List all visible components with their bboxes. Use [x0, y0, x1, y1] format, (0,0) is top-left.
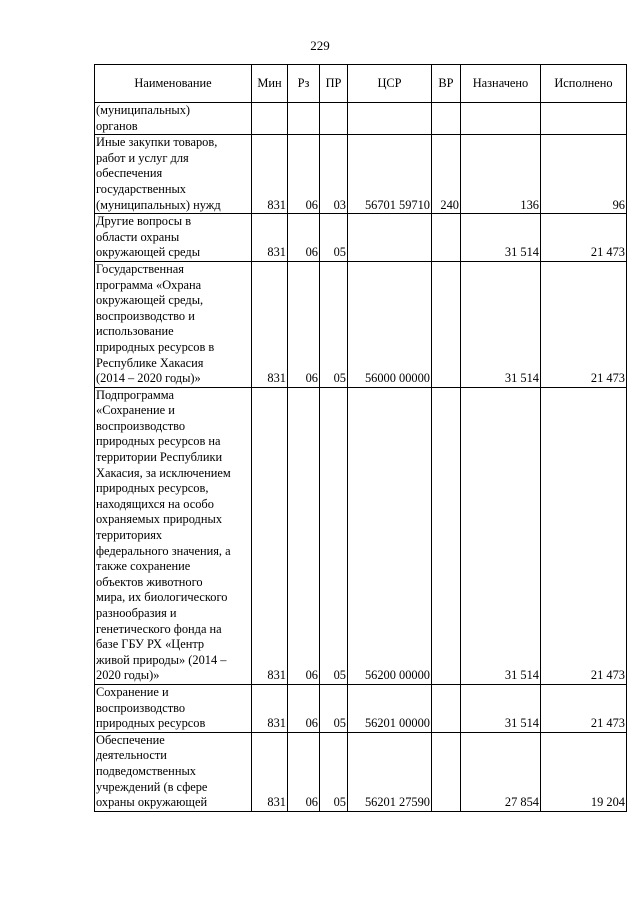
cell-min: 831 — [252, 261, 288, 387]
cell-assigned: 136 — [461, 135, 541, 214]
cell-csr: 56201 00000 — [348, 684, 432, 732]
cell-pr: 03 — [320, 135, 348, 214]
cell-vr — [432, 684, 461, 732]
cell-csr — [348, 103, 432, 135]
cell-csr — [348, 214, 432, 262]
header-pr: ПР — [320, 65, 348, 103]
table-row — [95, 387, 627, 684]
header-vr: ВР — [432, 65, 461, 103]
cell-vr — [432, 214, 461, 262]
cell-min — [252, 103, 288, 135]
budget-table — [94, 64, 627, 812]
cell-min: 831 — [252, 684, 288, 732]
cell-executed: 19 204 — [541, 732, 627, 811]
cell-rz — [288, 103, 320, 135]
cell-executed: 21 473 — [541, 387, 627, 684]
cell-vr — [432, 732, 461, 811]
cell-assigned: 27 854 — [461, 732, 541, 811]
table-body — [95, 103, 627, 812]
cell-rz: 06 — [288, 261, 320, 387]
table-row — [95, 684, 627, 732]
cell-pr: 05 — [320, 214, 348, 262]
cell-assigned: 31 514 — [461, 684, 541, 732]
header-assigned: Назначено — [461, 65, 541, 103]
cell-executed: 21 473 — [541, 214, 627, 262]
cell-pr — [320, 103, 348, 135]
cell-pr: 05 — [320, 261, 348, 387]
cell-rz: 06 — [288, 387, 320, 684]
cell-rz: 06 — [288, 214, 320, 262]
cell-csr: 56200 00000 — [348, 387, 432, 684]
cell-min: 831 — [252, 135, 288, 214]
cell-min: 831 — [252, 214, 288, 262]
table-row — [95, 214, 627, 262]
cell-pr: 05 — [320, 684, 348, 732]
cell-vr — [432, 103, 461, 135]
cell-pr: 05 — [320, 732, 348, 811]
table-row — [95, 135, 627, 214]
table-header-row — [95, 65, 627, 103]
cell-min: 831 — [252, 732, 288, 811]
cell-csr: 56000 00000 — [348, 261, 432, 387]
header-min: Мин — [252, 65, 288, 103]
page-number: 229 — [310, 38, 330, 53]
cell-name: (муниципальных) органов — [95, 103, 252, 135]
cell-name: Подпрограмма «Сохранение и воспроизводство природных ресурсов на территории Республики Хакасия, за исключением природных ресурсов, находящихся на особо охраняемых природных территориях федерального значения, а также сохранение объектов животного мира, их биологического разнообразия и генетического фонда на базе ГБУ РХ «Центр живой природы» (2014 – 2020 годы)» — [95, 387, 252, 684]
cell-name: Обеспечение деятельности подведомственных учреждений (в сфере охраны окружающей — [95, 732, 252, 811]
cell-pr: 05 — [320, 387, 348, 684]
table-row — [95, 103, 627, 135]
cell-name: Другие вопросы в области охраны окружающей среды — [95, 214, 252, 262]
cell-assigned: 31 514 — [461, 214, 541, 262]
cell-vr — [432, 387, 461, 684]
cell-vr — [432, 261, 461, 387]
cell-executed: 96 — [541, 135, 627, 214]
cell-vr: 240 — [432, 135, 461, 214]
cell-rz: 06 — [288, 732, 320, 811]
cell-name: Сохранение и воспроизводство природных ресурсов — [95, 684, 252, 732]
cell-rz: 06 — [288, 684, 320, 732]
header-executed: Исполнено — [541, 65, 627, 103]
cell-assigned — [461, 103, 541, 135]
table-row — [95, 261, 627, 387]
cell-assigned: 31 514 — [461, 261, 541, 387]
cell-executed: 21 473 — [541, 684, 627, 732]
cell-csr: 56201 27590 — [348, 732, 432, 811]
cell-csr: 56701 59710 — [348, 135, 432, 214]
cell-rz: 06 — [288, 135, 320, 214]
cell-executed — [541, 103, 627, 135]
table-row — [95, 732, 627, 811]
cell-assigned: 31 514 — [461, 387, 541, 684]
cell-name: Иные закупки товаров, работ и услуг для обеспечения государственных (муниципальных) нужд — [95, 135, 252, 214]
cell-name: Государственная программа «Охрана окружающей среды, воспроизводство и использование природных ресурсов в Республике Хакасия (2014 – 2020 годы)» — [95, 261, 252, 387]
cell-executed: 21 473 — [541, 261, 627, 387]
header-name: Наименование — [95, 65, 252, 103]
header-rz: Рз — [288, 65, 320, 103]
cell-min: 831 — [252, 387, 288, 684]
header-csr: ЦСР — [348, 65, 432, 103]
